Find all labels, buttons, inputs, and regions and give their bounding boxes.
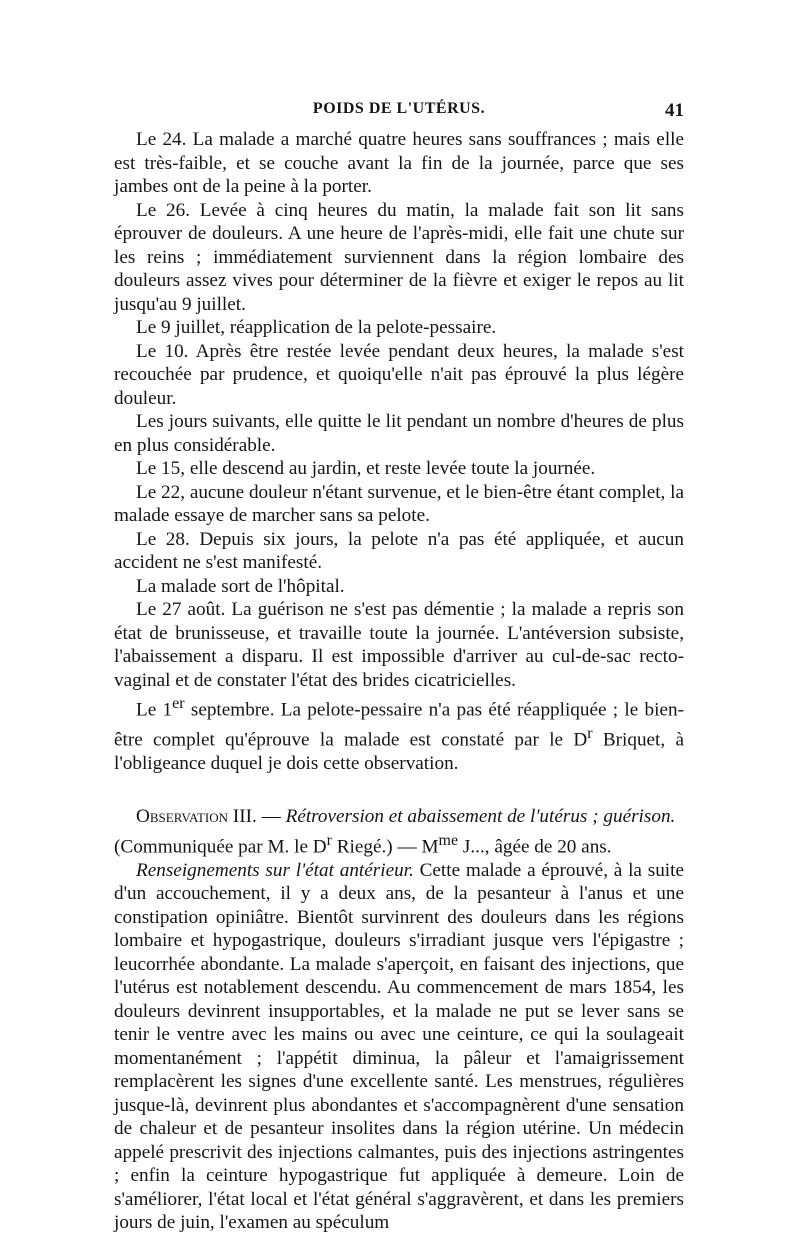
observation-title: Rétroversion et abaissement de l'utérus ; guérison. [285, 806, 676, 828]
text-run: Briquet, à l'obligeance duquel je dois cette observation. [114, 729, 684, 774]
renseignements-heading: Renseignements sur l'état antérieur. [136, 859, 414, 881]
observation-heading [114, 805, 684, 829]
text-run: J..., âgée de 20 ans. [458, 836, 612, 858]
observation-label: Observation [136, 806, 229, 828]
text-run: (Communiquée par M. le D [114, 836, 327, 858]
paragraph: Le 9 juillet, réapplication de la pelote-pessaire. [136, 317, 497, 338]
superscript: r [326, 831, 332, 849]
paragraph: Le 27 août. La guérison ne s'est pas démentie ; la malade a repris son état de brunisseuse, et travaille toute la journée. L'antéversion subsiste, l'abaissement a disparu. Il est impossible d'arriver au cul-de-sac recto-vaginal et de constater l'état des brides cicatricielles. [114, 599, 684, 691]
running-title: POIDS DE L'UTÉRUS. [312, 100, 486, 117]
page-number: 41 [665, 100, 684, 121]
text-run: Riegé.) — M [331, 836, 439, 858]
superscript: r [587, 724, 593, 742]
paragraph: La malade sort de l'hôpital. [136, 575, 345, 597]
paragraph: Le 10. Après être restée levée pendant deux heures, la malade s'est recouchée par prudence, et quoiqu'elle n'ait pas éprouvé la plus légère douleur. [114, 340, 684, 409]
body-text [114, 128, 684, 1235]
paragraph: Le 26. Levée à cinq heures du matin, la malade fait son lit sans éprouver de douleurs. A une heure de l'après-midi, elle fait une chute sur les reins ; immédiatement surviennent dans la région lombaire des douleurs assez vives pour déterminer de la fièvre et exiger le repos au lit jusqu'au 9 juillet. [114, 199, 684, 315]
text-run: septembre. La pelote-pessaire n'a pas été réappliquée ; le bien-être complet qu'éprouve la malade est constaté par le D [114, 699, 684, 751]
paragraph: Le 15, elle descend au jardin, et reste levée toute la journée. [136, 458, 596, 479]
paragraph: Le 22, aucune douleur n'étant survenue, et le bien-être étant complet, la malade essaye de marcher sans sa pelote. [114, 481, 684, 526]
superscript: me [438, 831, 459, 849]
paragraph: Le 24. La malade a marché quatre heures sans souffrances ; mais elle est très-faible, et se couche avant la fin de la journée, parce que ses jambes ont de la peine à la porter. [114, 129, 684, 197]
observation-source [114, 829, 684, 859]
paragraph: Les jours suivants, elle quitte le lit pendant un nombre d'heures de plus en plus considérable. [114, 411, 684, 456]
page-header [114, 100, 684, 126]
superscript: er [172, 695, 185, 712]
observation-number: III. — [228, 806, 286, 828]
paragraph: Le 28. Depuis six jours, la pelote n'a pas été appliquée, et aucun accident ne s'est manifesté. [114, 528, 684, 573]
paragraph [114, 692, 684, 775]
renseignements-paragraph [114, 859, 684, 1235]
renseignements-text: Cette malade a éprouvé, à la suite d'un accouchement, il y a deux ans, de la pesanteur à l'anus et une constipation opiniâtre. Bientôt survinrent des douleurs dans les régions lombaire et hypogastrique, douleurs s'irradiant jusque vers l'épigastre ; leucorrhée abondante. La malade s'aperçoit, en faisant des injections, que l'utérus est notablement descendu. Au commencement de mars 1854, les douleurs devinrent insupportables, et la malade ne put se lever sans se tenir le ventre avec les mains ou avec une ceinture, ce qui la soulageait momentanément ; l'appétit diminua, la pâleur et l'amaigrissement remplacèrent les signes d'une excellente santé. Les menstrues, régulières jusque-là, devinrent plus abondantes et s'accompagnèrent d'une sensation de chaleur et de pesanteur insolites dans la région utérine. Un médecin appelé prescrivit des injections calmantes, puis des injections astringentes ; enfin la ceinture hypogastrique fut appliquée à demeure. Loin de s'améliorer, l'état local et l'état général s'aggravèrent, et dans les premiers jours de juin, l'examen au spéculum [114, 859, 684, 1234]
text-run: Le 1 [136, 699, 173, 721]
